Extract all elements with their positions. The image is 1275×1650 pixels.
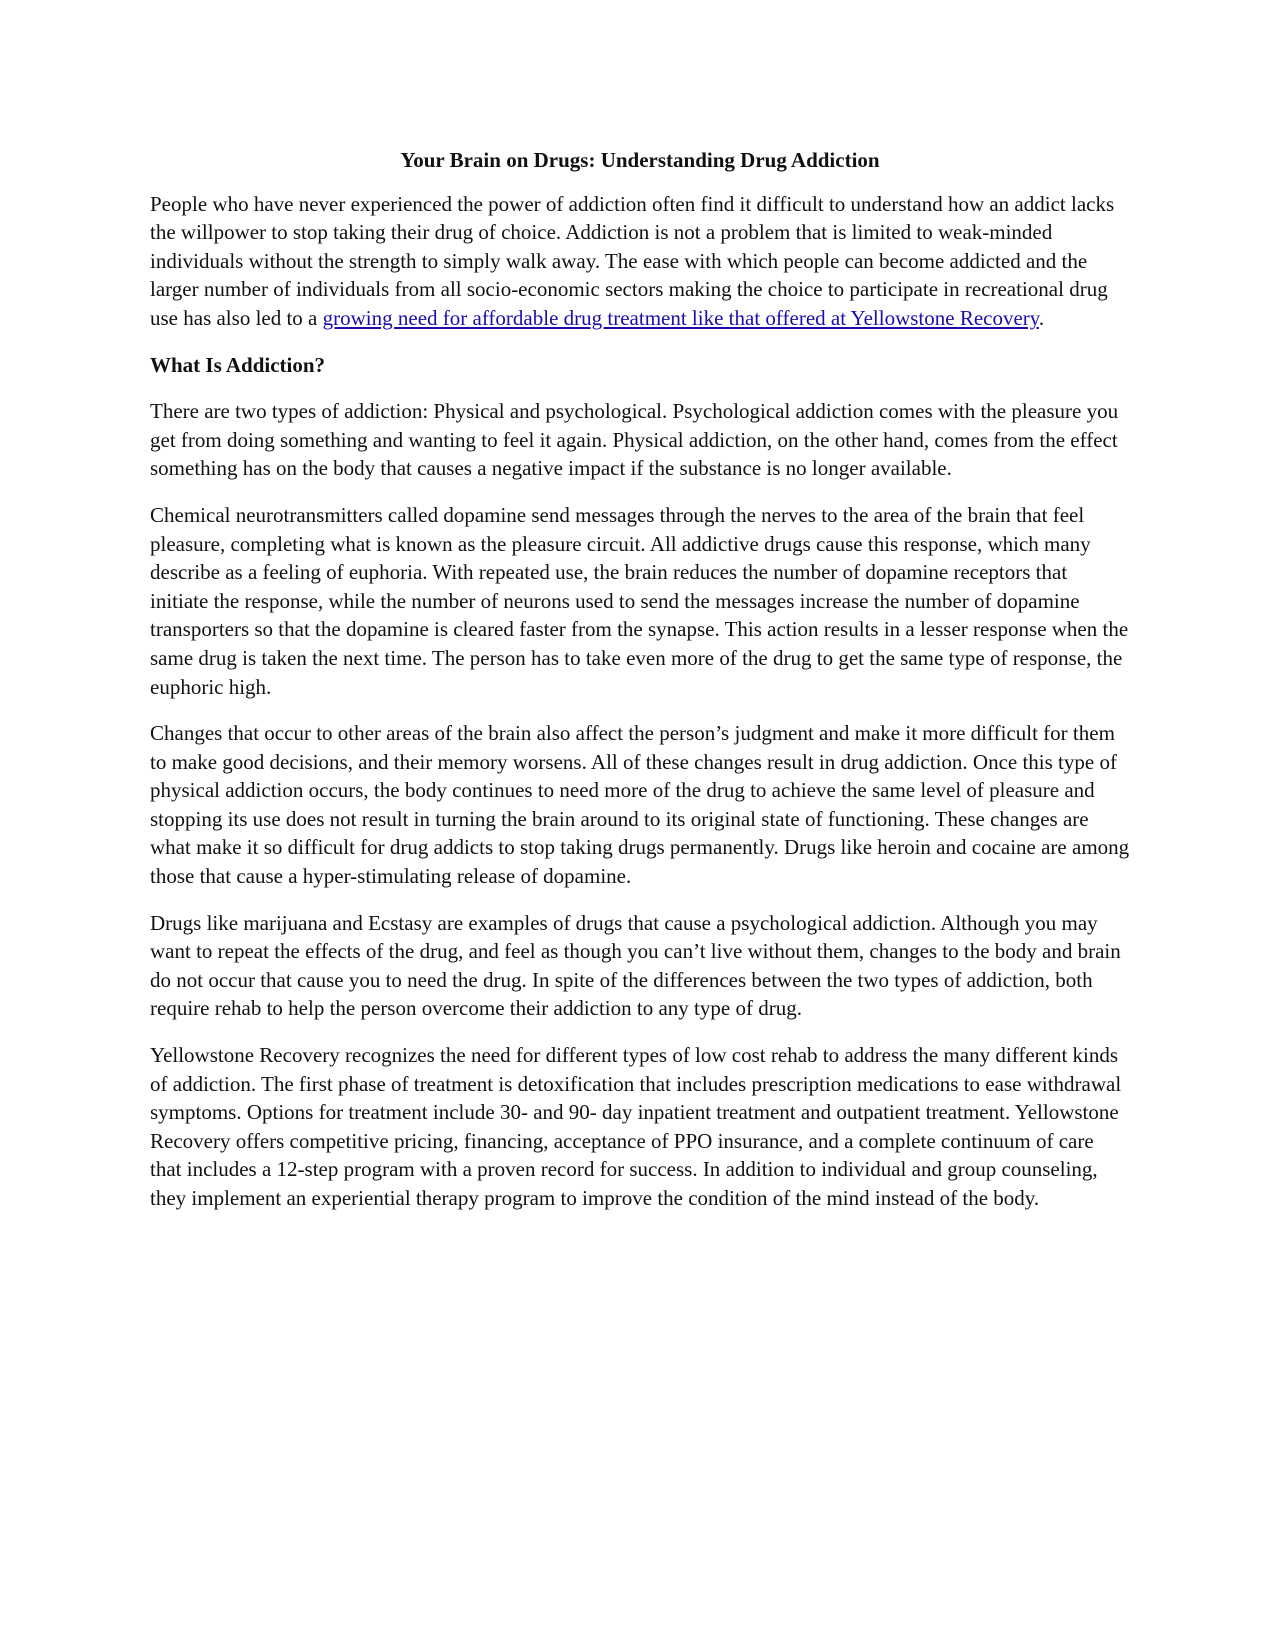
section-heading: What Is Addiction? bbox=[150, 352, 326, 377]
intro-text: People who have never experienced the power of addiction often find it difficult to understand how an addict lacks the willpower to stop taking their drug of choice. Addiction is not a problem that is limited to weak-minded individuals without the strength to simply walk away. The ease with which people can become addicted and the larger number of individuals from all socio-economic sectors making the choice to participate in recreational drug use has also led to a bbox=[150, 191, 1115, 330]
paragraph-yellowstone-recovery: Yellowstone Recovery recognizes the need for different types of low cost rehab to address the many different kinds of addiction. The first phase of treatment is detoxification that includes prescription medications to ease withdrawal symptoms. Options for treatment include 30- and 90- day inpatient treatment and outpatient treatment. Yellowstone Recovery offers competitive pricing, financing, acceptance of PPO insurance, and a complete continuum of care that includes a 12-step program with a proven record for success. In addition to individual and group counseling, they implement an experiential therapy program to improve the condition of the mind instead of the body. bbox=[150, 1043, 1122, 1210]
paragraph-types-of-addiction: There are two types of addiction: Physical and psychological. Psychological addiction comes with the pleasure you get from doing something and wanting to feel it again. Physical addiction, on the other hand, comes from the effect something has on the body that causes a negative impact if the substance is no longer available. bbox=[150, 399, 1119, 481]
intro-after-link: . bbox=[1038, 305, 1045, 330]
document-page bbox=[150, 140, 1130, 1231]
paragraph-dopamine: Chemical neurotransmitters called dopamine send messages through the nerves to the area of the brain that feel pleasure, completing what is known as the pleasure circuit. All addictive drugs cause this response, which many describe as a feeling of euphoria. With repeated use, the brain reduces the number of dopamine receptors that initiate the response, while the number of neurons used to send the messages increase the number of dopamine transporters so that the dopamine is cleared faster from the synapse. This action results in a lesser response when the same drug is taken the next time. The person has to take even more of the drug to get the same type of response, the euphoric high. bbox=[150, 502, 1129, 699]
yellowstone-recovery-link[interactable]: growing need for affordable drug treatment like that offered at Yellowstone Recovery bbox=[322, 305, 1039, 330]
document-title: Your Brain on Drugs: Understanding Drug Addiction bbox=[400, 148, 880, 172]
paragraph-brain-changes: Changes that occur to other areas of the brain also affect the person’s judgment and make it more difficult for them to make good decisions, and their memory worsens. All of these changes result in drug addiction. Once this type of physical addiction occurs, the body continues to need more of the drug to achieve the same level of pleasure and stopping its use does not result in turning the brain around to its original state of functioning. These changes are what make it so difficult for drug addicts to stop taking drugs permanently. Drugs like heroin and cocaine are among those that cause a hyper-stimulating release of dopamine. bbox=[150, 721, 1130, 889]
paragraph-psychological-addiction: Drugs like marijuana and Ecstasy are examples of drugs that cause a psychological addiction. Although you may want to repeat the effects of the drug, and feel as though you can’t live without them, changes to the body and brain do not occur that cause you to need the drug. In spite of the differences between the two types of addiction, both require rehab to help the person overcome their addiction to any type of drug. bbox=[150, 910, 1121, 1021]
intro-paragraph bbox=[150, 190, 1130, 333]
